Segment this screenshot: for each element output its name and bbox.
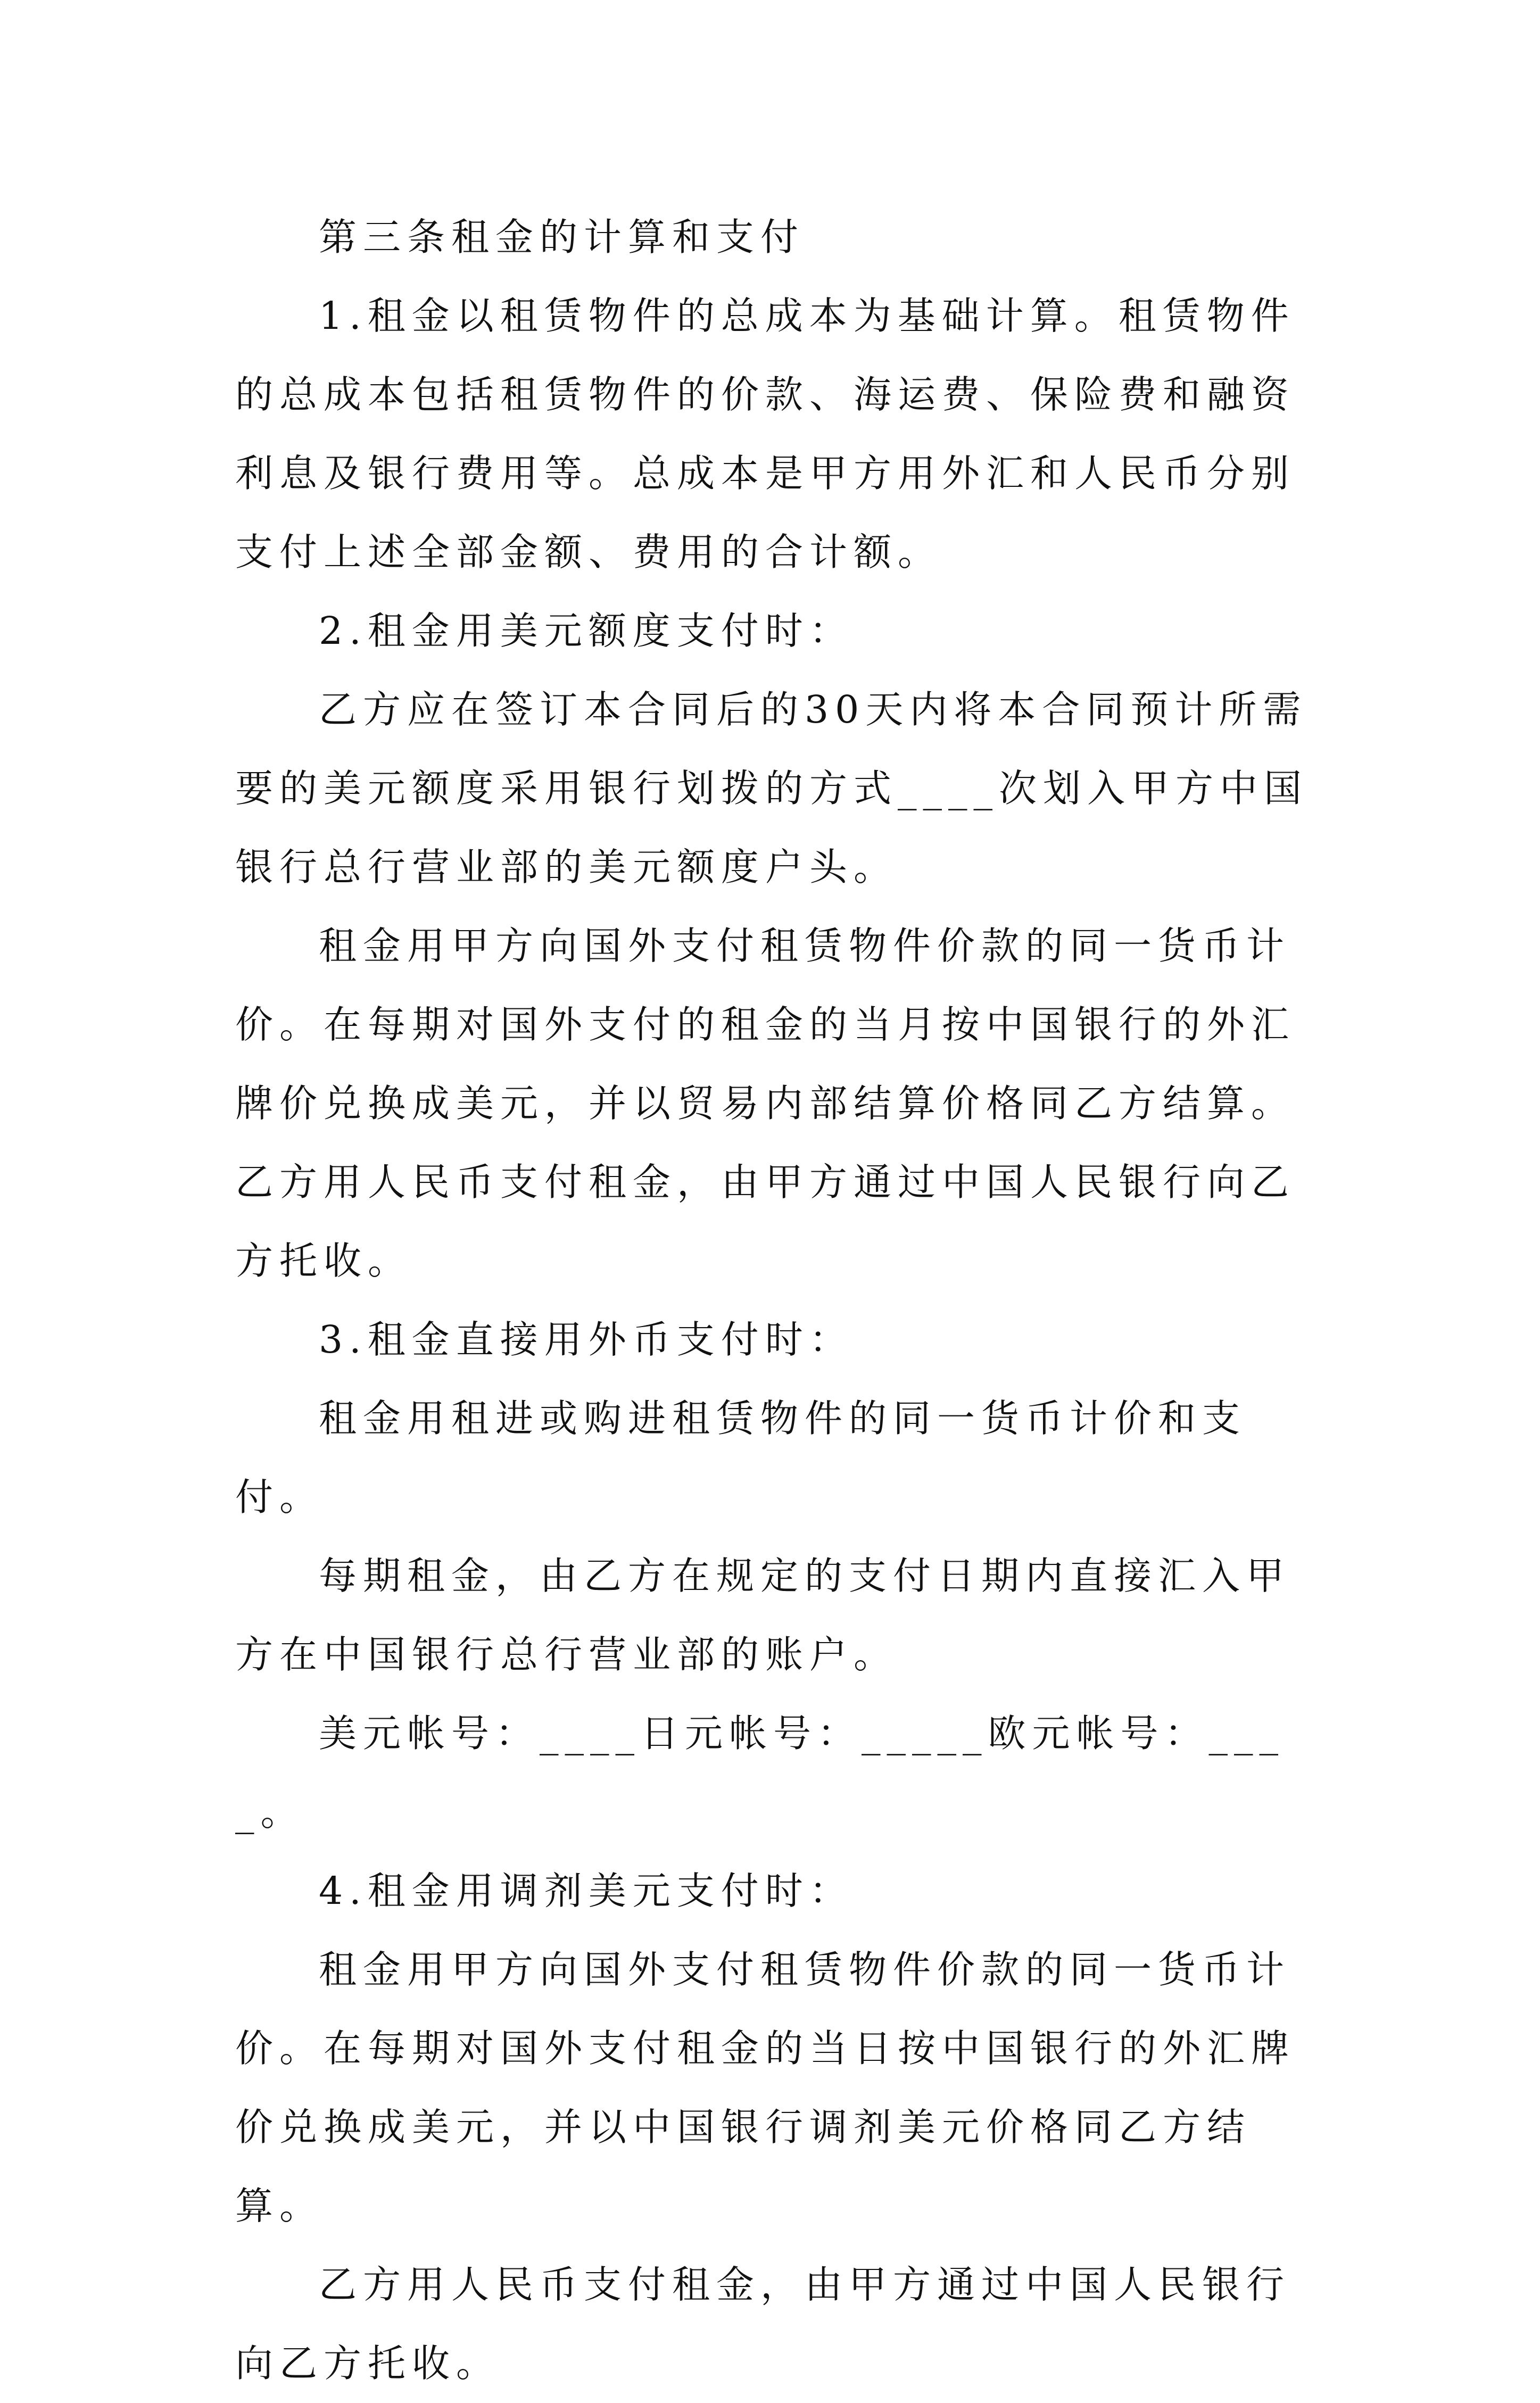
paragraph-foreign-currency-heading: 3.租金直接用外币支付时： [319,1317,854,1362]
paragraph-foreign-currency-remit: 每期租金，由乙方在规定的支付日期内直接汇入甲方在中国银行总行营业部的账户。 [235,1554,1291,1677]
paragraph-swap-usd-pricing: 租金用甲方向国外支付租赁物件价款的同一货币计价。在每期对国外支付租金的当日按中国银行的外汇牌价兑换成美元，并以中国银行调剂美元价格同乙方结算。 [235,1948,1296,2228]
paragraph-rent-basis: 1.租金以租赁物件的总成本为基础计算。租赁物件的总成本包括租赁物件的价款、海运费、保险费和融资利息及银行费用等。总成本是甲方用外汇和人民币分别支付上述全部金额、费用的合计额。 [235,294,1296,574]
paragraph-foreign-currency-pricing: 租金用租进或购进租赁物件的同一货币计价和支付。 [235,1396,1247,1519]
paragraph-account-numbers: 美元帐号：____日元帐号：_____欧元帐号：____。 [235,1711,1285,1834]
paragraph-rmb-collection: 乙方用人民币支付租金，由甲方通过中国人民银行向乙方托收。 [235,2263,1291,2385]
article-heading: 第三条租金的计算和支付 [319,215,805,259]
paragraph-usd-quota-heading: 2.租金用美元额度支付时： [319,609,854,653]
paragraph-swap-usd-heading: 4.租金用调剂美元支付时： [319,1869,854,1913]
paragraph-usd-quota-pricing: 租金用甲方向国外支付租赁物件价款的同一货币计价。在每期对国外支付的租金的当月按中国银行的外汇牌价兑换成美元，并以贸易内部结算价格同乙方结算。乙方用人民币支付租金，由甲方通过中国人民银行向乙方托收。 [235,924,1296,1283]
paragraph-usd-quota-transfer: 乙方应在签订本合同后的30天内将本合同预计所需要的美元额度采用银行划拨的方式____次划入甲方中国银行总行营业部的美元额度户头。 [235,687,1309,889]
document-body [235,198,1326,2403]
